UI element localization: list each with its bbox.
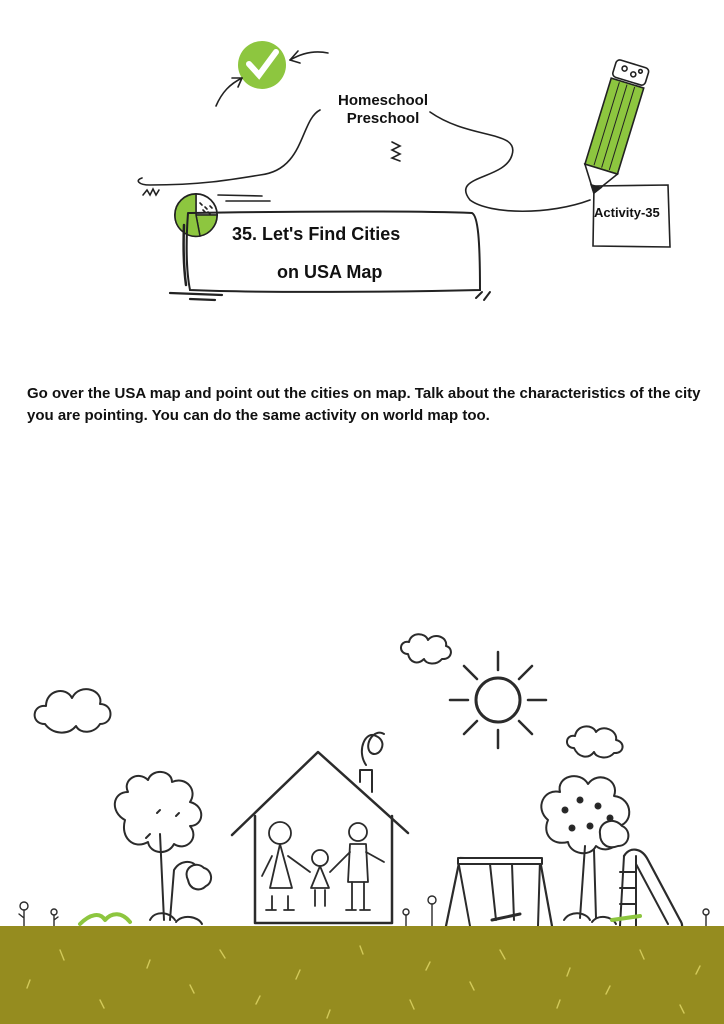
swing-set-icon: [446, 858, 552, 926]
activity-label: Activity-35: [594, 205, 660, 220]
cloud-icon: [401, 634, 451, 663]
page-title-line-2: on USA Map: [277, 262, 383, 282]
house-icon: [232, 733, 408, 923]
cloud-icon: [35, 689, 111, 732]
brand-line-1: Homeschool: [337, 92, 428, 109]
cloud-icon: [567, 726, 623, 757]
bottom-scene-illustration: [0, 620, 724, 1024]
sun-icon: [450, 652, 546, 748]
arrow-left-icon: [216, 78, 242, 106]
brand-line-2: Preschool: [346, 110, 420, 127]
page-title-line-1: 35. Let's Find Cities: [232, 224, 401, 244]
instructions-text: Go over the USA map and point out the cities on map. Talk about the characteristics of the city you are pointing. You can do the same activity on world map too.: [27, 385, 701, 424]
pie-chart-icon: [175, 194, 217, 236]
ground: [0, 926, 724, 1024]
family-icon: [262, 822, 384, 910]
tree-icon: [115, 772, 211, 924]
pencil-icon: [578, 59, 650, 198]
slide-icon: [612, 850, 682, 932]
brand-label: [318, 92, 448, 128]
tree-icon: [541, 776, 629, 924]
check-circle-icon: [238, 41, 286, 89]
